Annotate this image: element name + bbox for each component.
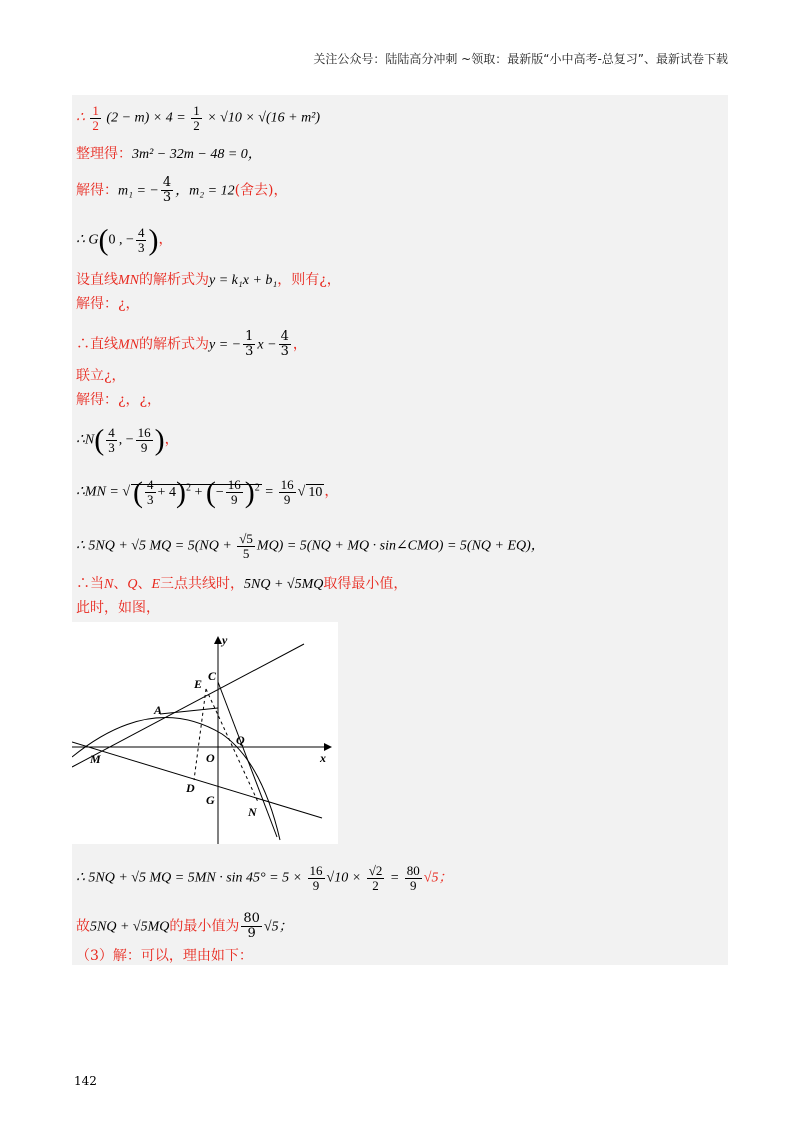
label-g: G	[206, 793, 215, 807]
page-number: 142	[74, 1074, 97, 1088]
segment-a	[160, 708, 218, 714]
step-label: 整理得：	[76, 146, 132, 162]
therefore-symbol: ∴	[76, 110, 85, 126]
line-mn	[72, 742, 322, 818]
line-mc	[72, 644, 304, 767]
rejected-note: (舍去)	[234, 182, 274, 199]
combine-line: 联立¿，	[76, 368, 126, 384]
part-3-heading: （3）解：可以，理由如下：	[76, 948, 253, 964]
line-mn-setup: 设直线MN的解析式为y = k₁x + b₁，则有¿，	[76, 272, 341, 288]
label-m: M	[90, 752, 101, 766]
label-y: y	[222, 633, 228, 647]
line-mn-result: ∴直线MN的解析式为y = − $\frac{1}{3}$ x − $\frac{4}{3}$ ，	[76, 329, 307, 359]
fraction-four-thirds: $\frac{4}{3}$	[162, 175, 172, 205]
root-m1: m₁ = −	[118, 183, 159, 199]
x-axis-arrow	[324, 743, 332, 751]
geometry-figure	[72, 622, 338, 844]
equation-right: × √10 × √(16 + m²)	[207, 110, 321, 126]
equation-line-1	[76, 104, 320, 133]
transform-line: ∴ 5NQ + √5 MQ = 5(NQ + $\frac{√5}{5}$ MQ) = 5(NQ + MQ · sin∠CMO) = 5(NQ + EQ)，	[76, 531, 545, 561]
solve-line-2: 解得：¿，¿，	[76, 392, 162, 408]
page-header: 关注公众号：陆陆高分冲刺 ~领取：最新版“小中高考-总复习”、最新试卷下载	[313, 52, 728, 66]
label-q: Q	[236, 733, 245, 747]
label-c: C	[208, 669, 217, 683]
mn-length-line: ∴MN = √ ( $\frac{4}{3}$ + 4)$^2$ + (− $\frac{16}{9}$ )$^2$ = $\frac{16}{9}$ √ 10 ，	[76, 475, 339, 509]
parabola	[72, 718, 280, 840]
point-g-line: ∴ G(0 , − $\frac{4}{3}$ )，	[76, 223, 173, 257]
label-o: O	[206, 751, 215, 765]
point-g-x: 0 , −	[108, 232, 134, 248]
collinear-condition: ∴当N、Q、E三点共线时，5NQ + √5MQ取得最小值，	[76, 576, 408, 592]
equation-line-3: 解得：m₁ = − $\frac{4}{3}$ ，m₂ = 12(舍去)，	[76, 175, 288, 205]
point-g-label: ∴ G	[76, 232, 99, 248]
coordinate-diagram	[72, 622, 338, 844]
label-d: D	[186, 781, 195, 795]
label-a: A	[154, 703, 163, 717]
linear-form: y = k₁x + b₁	[209, 273, 278, 288]
equation-line-2	[76, 144, 262, 165]
root-m2: ，m₂ = 12	[175, 183, 235, 199]
point-n-line: ∴N( $\frac{4}{3}$ , − $\frac{16}{9}$ )，	[76, 423, 179, 457]
minimum-calculation: ∴ 5NQ + √5 MQ = 5MN · sin 45° = 5 × $\frac{16}{9}$ √10 × $\frac{√2}{2}$ = $\frac{80}{9}$ √5；	[76, 863, 453, 893]
step-label: 解得：	[76, 182, 118, 199]
minimum-conclusion: 故5NQ + √5MQ的最小值为 $\frac{80}{9}$ √5；	[76, 911, 293, 941]
fraction-half-2: $\frac{1}{2}$	[193, 103, 200, 133]
equation-left: (2 − m) × 4 =	[106, 110, 190, 126]
label-e: E	[194, 677, 203, 691]
solve-line-1: 解得：¿，	[76, 296, 140, 312]
label-x: x	[320, 751, 326, 765]
figure-intro: 此时，如图，	[76, 600, 160, 616]
quadratic-equation: 3m² − 32m − 48 = 0，	[132, 147, 262, 162]
y-axis-arrow	[214, 636, 222, 644]
fraction-g-y: $\frac{4}{3}$	[137, 225, 145, 255]
dashed-e-d	[194, 689, 206, 780]
label-n: N	[248, 805, 257, 819]
fraction-half: $\frac{1}{2}$	[92, 103, 99, 133]
